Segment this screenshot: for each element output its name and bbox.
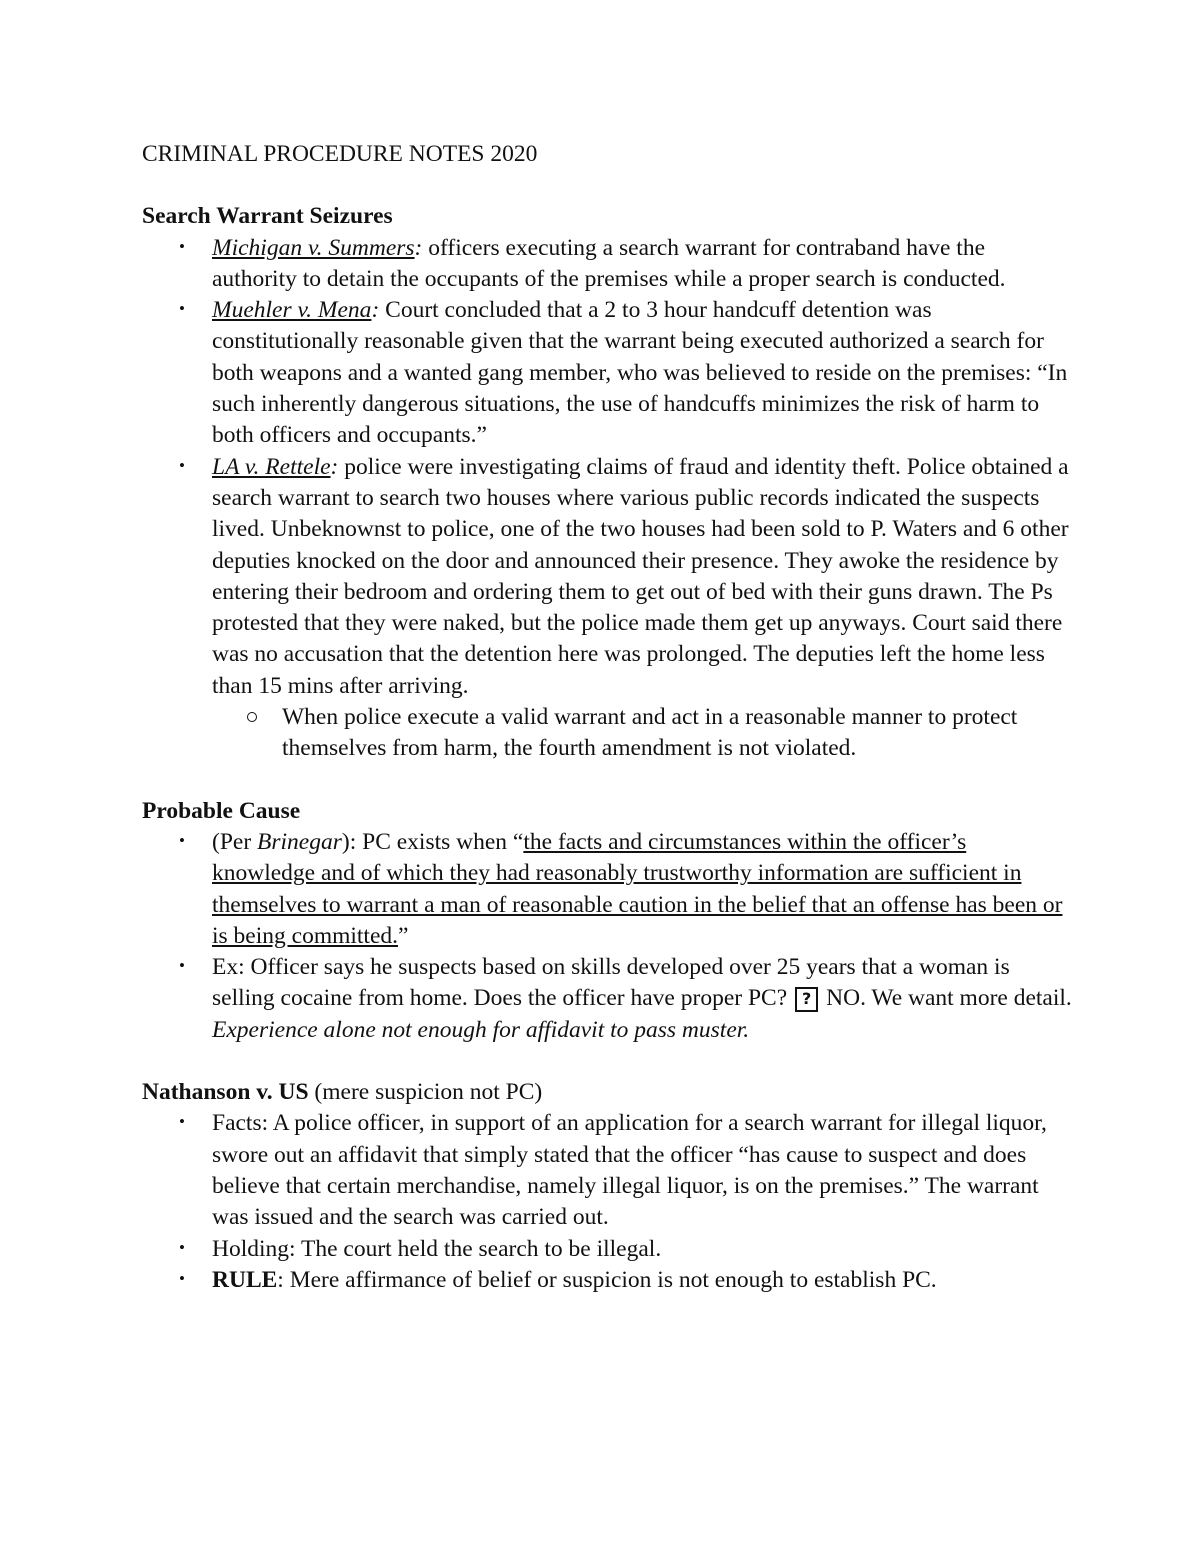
item-text: officers executing a search warrant for contraband have the authority to detain the occupants of the premises while a proper search is conducted. xyxy=(212,234,1006,292)
item-text-pre: (Per xyxy=(212,828,258,855)
case-colon: : xyxy=(371,297,380,324)
bullet-icon: • xyxy=(179,1237,185,1257)
section-heading: Search Warrant Seizures xyxy=(142,203,393,230)
bullet-list xyxy=(142,233,1072,765)
item-answer: NO. We want more detail. xyxy=(826,985,1072,1012)
rule-label: RULE xyxy=(212,1266,278,1293)
section-search-warrant-seizures xyxy=(142,201,1072,764)
list-item xyxy=(142,1108,1072,1233)
quoted-definition: the facts and circumstances within the officer’s knowledge and of which they had reasonably trustworthy information are sufficient in themselves to warrant a man of reasonable caution in the belief that an offense has been or is being committed. xyxy=(212,828,1063,949)
case-name: Muehler v. Mena xyxy=(212,297,372,324)
list-item xyxy=(142,1265,1072,1296)
item-italic-note: Experience alone not enough for affidavit to pass muster. xyxy=(212,1016,750,1043)
item-text: : Mere affirmance of belief or suspicion is not enough to establish PC. xyxy=(277,1266,937,1293)
question-box-icon: ? xyxy=(795,987,818,1012)
item-text: Facts: A police officer, in support of an application for a search warrant for illegal liquor, swore out an affidavit that simply stated that the officer “has cause to suspect and does believe that certain merchandise, namely illegal liquor, is on the premises.” The warrant was issued and the search was carried out. xyxy=(212,1110,1047,1231)
list-item xyxy=(142,1234,1072,1265)
list-item xyxy=(142,827,1072,952)
list-item xyxy=(142,233,1072,296)
closing-quote: ” xyxy=(398,922,409,949)
bullet-icon: • xyxy=(179,236,185,256)
case-name: LA v. Rettele xyxy=(212,453,331,480)
section-nathanson xyxy=(142,1077,1072,1296)
bullet-icon: • xyxy=(179,1268,185,1288)
item-text: police were investigating claims of fraud and identity theft. Police obtained a search warrant to search two houses where various public records indicated the suspects lived. Unbeknownst to police, one of the two houses had been sold to P. Waters and 6 other deputies knocked on the door and announced their presence. They awoke the residence by entering their bedroom and ordering them to get out of bed with their guns drawn. The Ps protested that they were naked, but the police made them get up anyways. Court said there was no accusation that the detention here was prolonged. The deputies left the home less than 15 mins after arriving. xyxy=(212,453,1069,699)
item-text-post: ): PC exists when “ xyxy=(341,828,524,855)
circle-bullet-icon xyxy=(247,712,257,722)
item-text: Court concluded that a 2 to 3 hour handcuff detention was constitutionally reasonable given that the warrant being executed authorized a search for both weapons and a wanted gang member, who was believed to reside on the premises: “In such inherently dangerous situations, the use of handcuffs minimizes the risk of harm to both officers and occupants.” xyxy=(212,297,1068,449)
bullet-list xyxy=(142,1108,1072,1296)
list-item xyxy=(142,295,1072,451)
case-name: Michigan v. Summers xyxy=(212,234,415,261)
item-text: Ex: Officer says he suspects based on skills developed over 25 years that a woman is selling cocaine from home. Does the officer have proper PC? xyxy=(212,954,1010,1012)
case-colon: : xyxy=(330,453,339,480)
sub-bullet-list xyxy=(212,702,1072,765)
document-body xyxy=(142,139,1072,1327)
section-heading-line xyxy=(142,1077,1072,1108)
section-heading: Nathanson v. US xyxy=(142,1079,309,1106)
case-name: Brinegar xyxy=(257,828,342,855)
bullet-icon: • xyxy=(179,455,185,475)
document-title: CRIMINAL PROCEDURE NOTES 2020 xyxy=(142,141,538,167)
bullet-icon: • xyxy=(179,299,185,319)
list-item xyxy=(142,952,1072,1046)
case-colon: : xyxy=(414,234,423,261)
list-item xyxy=(142,452,1072,765)
sub-item-text: When police execute a valid warrant and act in a reasonable manner to protect themselves from harm, the fourth amendment is not violated. xyxy=(282,704,1018,762)
item-text: Holding: The court held the search to be illegal. xyxy=(212,1235,662,1262)
bullet-list xyxy=(142,827,1072,1046)
section-probable-cause xyxy=(142,796,1072,1046)
section-subheading: (mere suspicion not PC) xyxy=(308,1079,543,1106)
bullet-icon: • xyxy=(179,830,185,850)
bullet-icon: • xyxy=(179,1112,185,1132)
sub-list-item xyxy=(212,702,1072,765)
bullet-icon: • xyxy=(179,956,185,976)
section-heading: Probable Cause xyxy=(142,797,301,824)
